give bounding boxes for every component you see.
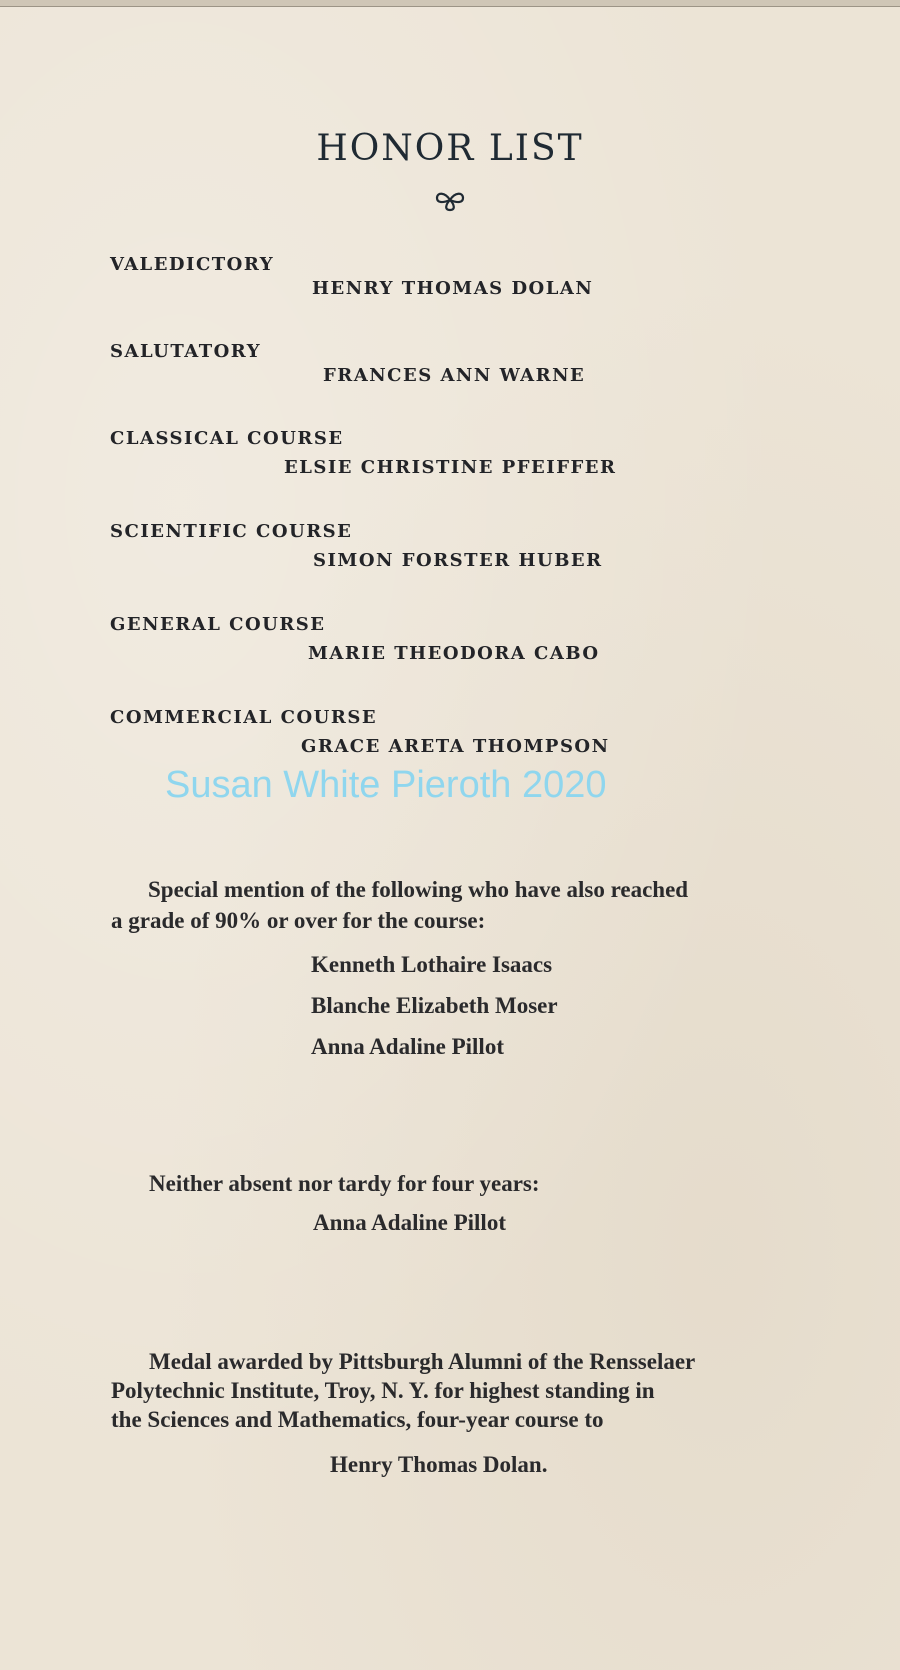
medal-recipient: Henry Thomas Dolan. — [330, 1452, 548, 1477]
honor-name-scientific: SIMON FORSTER HUBER — [313, 550, 603, 571]
medal-text-line1: Medal awarded by Pittsburgh Alumni of the Rensselaer — [149, 1349, 696, 1374]
special-mention-name: Blanche Elizabeth Moser — [311, 993, 558, 1018]
medal-text-line2: Polytechnic Institute, Troy, N. Y. for highest standing in — [111, 1378, 655, 1403]
honor-label-classical: CLASSICAL COURSE — [110, 428, 344, 449]
attendance-name: Anna Adaline Pillot — [313, 1210, 506, 1235]
page-top-edge — [0, 0, 900, 7]
ornament-icon — [0, 188, 900, 216]
special-mention-name: Kenneth Lothaire Isaacs — [311, 952, 553, 977]
honor-label-valedictory: VALEDICTORY — [110, 254, 275, 275]
honor-label-scientific: SCIENTIFIC COURSE — [110, 521, 353, 542]
page-title: HONOR LIST — [316, 128, 584, 169]
attendance-text: Neither absent nor tardy for four years: — [149, 1171, 540, 1196]
honor-name-valedictory: HENRY THOMAS DOLAN — [312, 278, 594, 299]
honor-name-commercial: GRACE ARETA THOMPSON — [301, 736, 610, 757]
honor-name-salutatory: FRANCES ANN WARNE — [323, 365, 586, 386]
watermark: Susan White Pieroth 2020 — [165, 764, 607, 806]
special-mention-name: Anna Adaline Pillot — [311, 1034, 504, 1059]
special-mention-line2: a grade of 90% or over for the course: — [111, 908, 486, 933]
honor-label-general: GENERAL COURSE — [110, 614, 326, 635]
honor-name-general: MARIE THEODORA CABO — [308, 643, 600, 664]
honor-name-classical: ELSIE CHRISTINE PFEIFFER — [284, 457, 617, 478]
medal-text-line3: the Sciences and Mathematics, four-year course to — [111, 1407, 604, 1432]
honor-label-commercial: COMMERCIAL COURSE — [110, 707, 378, 728]
honor-label-salutatory: SALUTATORY — [110, 341, 262, 362]
special-mention-line1: Special mention of the following who have also reached — [148, 877, 689, 902]
